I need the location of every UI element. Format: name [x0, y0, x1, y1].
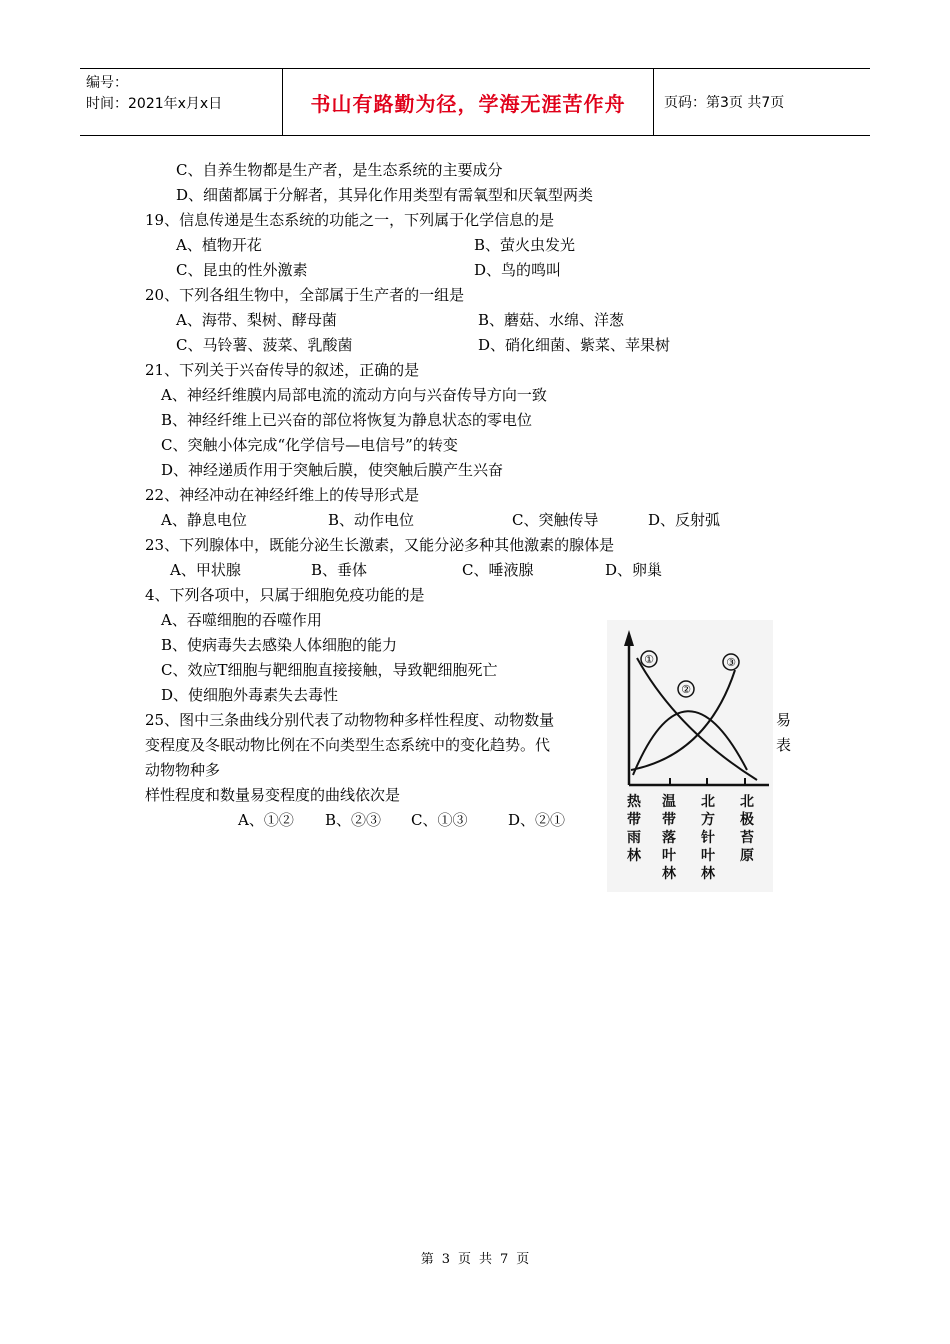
q21-option-d: D、神经递质作用于突触后膜，使突触后膜产生兴奋 [161, 461, 504, 479]
curve-label-1: ① [644, 653, 654, 666]
date-label: 时间：2021年x月x日 [86, 96, 223, 112]
serial-label: 编号： [86, 75, 128, 91]
q25-line2: 变程度及冬眠动物比例在不向类型生态系统中的变化趋势。代 [145, 736, 551, 754]
q22-option-b: B、动作电位 [328, 511, 415, 529]
footer-page-prefix: 第 [420, 1252, 434, 1267]
q18-option-c: C、自养生物都是生产者，是生态系统的主要成分 [176, 161, 503, 179]
q19-option-c: C、昆虫的性外激素 [176, 261, 308, 279]
q25-option-b: B、②③ [325, 811, 382, 829]
q23-option-c: C、唾液腺 [462, 561, 534, 579]
header-left [80, 69, 282, 135]
q24-stem: 4、下列各项中，只属于细胞免疫功能的是 [145, 586, 425, 604]
q24-option-a: A、吞噬细胞的吞噬作用 [161, 611, 322, 629]
x-category-label: 北方针叶林 [701, 794, 715, 882]
q20-option-d: D、硝化细菌、紫菜、苹果树 [478, 336, 671, 354]
q19-option-b: B、萤火虫发光 [474, 236, 576, 254]
y-axis-arrow [624, 630, 634, 646]
curve-label-3: ③ [726, 656, 736, 669]
q23-option-d: D、卵巢 [605, 561, 663, 579]
footer-page-unit: 页 [457, 1252, 471, 1267]
q25-line3: 动物物种多 [145, 761, 221, 779]
q25-line4: 样性程度和数量易变程度的曲线依次是 [145, 786, 401, 804]
page-label: 页码：第3页 共7页 [664, 95, 785, 111]
q22-option-d: D、反射弧 [648, 511, 721, 529]
q23-option-b: B、垂体 [311, 561, 368, 579]
q23-option-a: A、甲状腺 [170, 561, 241, 579]
q25-option-c: C、①③ [411, 811, 468, 829]
page-header [80, 68, 870, 136]
q18-option-d: D、细菌都属于分解者，其异化作用类型有需氧型和厌氧型两类 [176, 186, 594, 204]
ecosystem-curve-figure [607, 620, 773, 892]
q23-stem: 23、下列腺体中，既能分泌生长激素，又能分泌多种其他激素的腺体是 [145, 536, 615, 554]
x-category-label: 热带雨林 [627, 794, 641, 864]
q25-line1: 25、图中三条曲线分别代表了动物物种多样性程度、动物数量 [145, 711, 555, 729]
q24-option-d: D、使细胞外毒素失去毒性 [161, 686, 339, 704]
figure-svg [607, 620, 773, 892]
q21-option-b: B、神经纤维上已兴奋的部位将恢复为静息状态的零电位 [161, 411, 533, 429]
q25-line2-end: 表 [776, 736, 792, 754]
q20-option-a: A、海带、梨树、酵母菌 [176, 311, 337, 329]
q20-stem: 20、下列各组生物中，全部属于生产者的一组是 [145, 286, 465, 304]
motto: 书山有路勤为径，学海无涯苦作舟 [282, 69, 654, 135]
q25-line1-end: 易 [776, 711, 792, 729]
q21-stem: 21、下列关于兴奋传导的叙述，正确的是 [145, 361, 420, 379]
page-footer [0, 1248, 950, 1267]
q20-option-b: B、蘑菇、水绵、洋葱 [478, 311, 625, 329]
q22-option-c: C、突触传导 [512, 511, 599, 529]
footer-total-unit: 页 [516, 1252, 530, 1267]
q24-option-b: B、使病毒失去感染人体细胞的能力 [161, 636, 398, 654]
q25-option-a: A、①② [238, 811, 294, 829]
q21-option-a: A、神经纤维膜内局部电流的流动方向与兴奋传导方向一致 [161, 386, 547, 404]
q22-stem: 22、神经冲动在神经纤维上的传导形式是 [145, 486, 420, 504]
q19-option-a: A、植物开花 [176, 236, 262, 254]
curve-label-2: ② [681, 683, 691, 696]
q20-option-c: C、马铃薯、菠菜、乳酸菌 [176, 336, 353, 354]
curve-1 [637, 658, 757, 780]
q21-option-c: C、突触小体完成“化学信号—电信号”的转变 [161, 436, 458, 454]
x-category-label: 北极苔原 [740, 794, 754, 864]
footer-total-pages: 7 [500, 1252, 509, 1267]
footer-total-prefix: 共 [479, 1252, 493, 1267]
q19-stem: 19、信息传递是生态系统的功能之一，下列属于化学信息的是 [145, 211, 555, 229]
q22-option-a: A、静息电位 [161, 511, 247, 529]
q24-option-c: C、效应T细胞与靶细胞直接接触，导致靶细胞死亡 [161, 661, 498, 679]
q25-option-d: D、②① [508, 811, 566, 829]
q19-option-d: D、鸟的鸣叫 [474, 261, 562, 279]
x-category-label: 温带落叶林 [662, 794, 676, 882]
footer-page-number: 3 [441, 1252, 450, 1267]
